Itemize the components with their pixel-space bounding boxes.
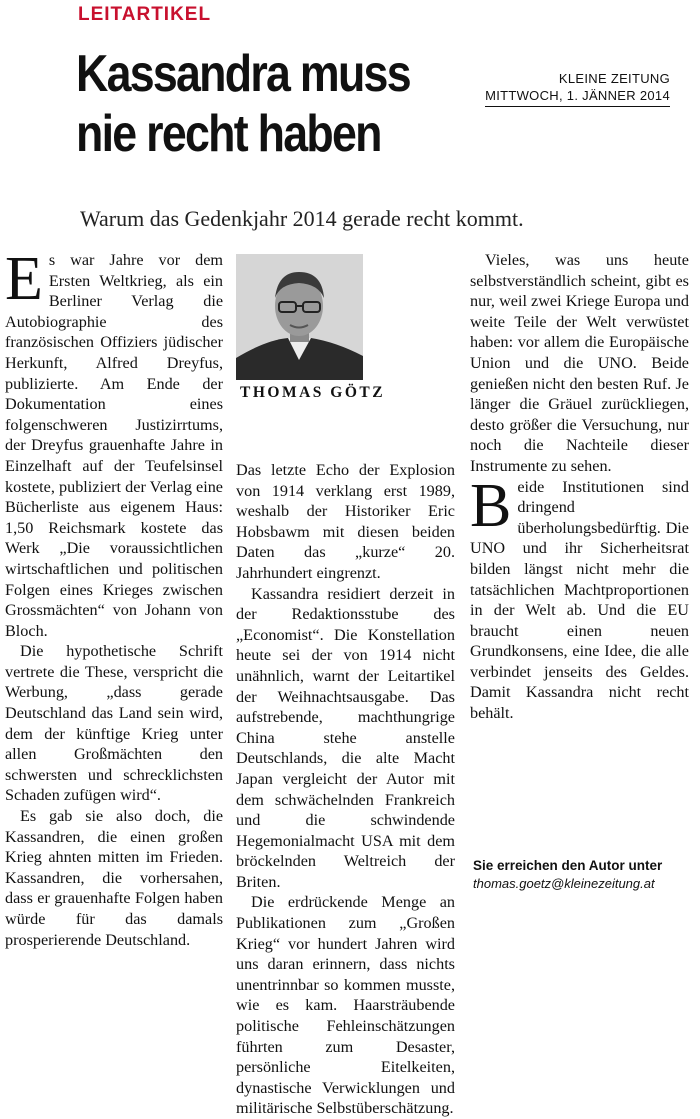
paragraph-2: Die hypothetische Schrift vertrete die These, verspricht die Werbung, „dass gerade Deutschland das Land sein wird, dem der künftige Krieg unter allen Großmächten den schwersten und schrecklichsten Schaden zufügen wird“. xyxy=(5,642,223,805)
subheadline: Warum das Gedenkjahr 2014 gerade recht kommt. xyxy=(80,206,524,231)
publication-date: MITTWOCH, 1. JÄNNER 2014 xyxy=(485,87,670,107)
author-portrait-photo xyxy=(236,254,363,380)
paragraph-3: Es gab sie also doch, die Kassandren, die einen großen Krieg ahnten mitten im Frieden. Kassandren, die vorhersahen, dass er grauenhafte Folgen haben würde für das damals prosperierende Deutschland. xyxy=(5,807,223,949)
paragraph-1-text: s war Jahre vor dem Ersten Weltkrieg, als ein Berliner Verlag die Autobiographie des französischen Offiziers jüdischer Herkunft, Alfred Dreyfus, publizierte. Am Ende der Dokumentation eines folgenschweren Justizirrtums, der Dreyfus grauenhafte Jahre in Einzelhaft auf der Teufelsinsel kostete, publiziert der Verlag eine Bücherliste aus eigenem Haus: 1,50 Reichsmark kostete das Werk „Die voraussichtlichen wirtschaftlichen und politischen Folgen eines Krieges zwischen Grossmächten“ von Johann von Bloch. xyxy=(5,251,223,640)
publication-name: KLEINE ZEITUNG xyxy=(558,71,670,86)
author-contact xyxy=(473,858,662,891)
kicker: LEITARTIKEL xyxy=(78,4,212,25)
headline xyxy=(76,44,454,164)
drop-cap-b: B xyxy=(470,471,512,540)
paragraph-8-text: eide Institutionen sind dringend überholungsbedürftig. Die UNO und ihr Sicherheitsrat bilden längst nicht mehr die tatsächlichen Machtproportionen in der Welt ab. Und die EU braucht einen neuen Grundkonsens, eine Idee, die alle verbindet jenseits des Geldes. Damit Kassandra nicht recht behält. xyxy=(470,477,689,723)
paragraph-8 xyxy=(470,471,689,724)
paragraph-1 xyxy=(5,245,223,641)
paragraph-4: Das letzte Echo der Explosion von 1914 verklang erst 1989, weshalb der Historiker Eric Hobsbawm mit diesen beiden Daten das „kurze“ 20. Jahrhundert eingrenzt. xyxy=(236,461,455,582)
paragraph-7: Vieles, was uns heute selbstverständlich scheint, gibt es nur, weil zwei Kriege Europa und weite Teile der Welt verwüstet haben: vor allem die Europäische Union und die UNO. Beide genießen nicht den besten Ruf. Je länger die Gräuel zurückliegen, desto größer die Versuchung, nur noch die Nachteile dieser Instrumente zu sehen. xyxy=(470,251,689,475)
paragraph-6: Die erdrückende Menge an Publikationen zum „Großen Krieg“ vor hundert Jahren wird uns daran erinnern, dass nichts unentrinnbar so kommen musste, wie es kam. Haarsträubende politische Fehleinschätzungen führten zum Desaster, persönliche Eitelkeiten, dynastische Verwicklungen und militärische Selbstüberschätzung. xyxy=(236,893,455,1118)
headline-line-1: Kassandra muss xyxy=(76,45,410,103)
column-1 xyxy=(5,245,223,950)
contact-label: Sie erreichen den Autor unter xyxy=(473,858,663,873)
column-2 xyxy=(236,460,455,1119)
headline-line-2: nie recht haben xyxy=(76,105,381,163)
drop-cap-e: E xyxy=(5,245,43,313)
paragraph-5: Kassandra residiert derzeit in der Redaktionsstube des „Economist“. Die Konstellation heute sei der von 1914 nicht unähnlich, warnt der Leitartikel der Weihnachtsausgabe. Das aufstrebende, machthungrige China stehe anstelle Deutschlands, die alte Macht Japan vergleicht der Autor mit dem schwächelnden Frankreich und die schwindende Hegemonialmacht USA mit dem bröckelnden Weltreich der Briten. xyxy=(236,584,455,891)
contact-email[interactable]: thomas.goetz@kleinezeitung.at xyxy=(473,876,655,891)
masthead xyxy=(485,70,670,107)
column-3 xyxy=(470,250,689,724)
author-byline: THOMAS GÖTZ xyxy=(240,384,386,401)
